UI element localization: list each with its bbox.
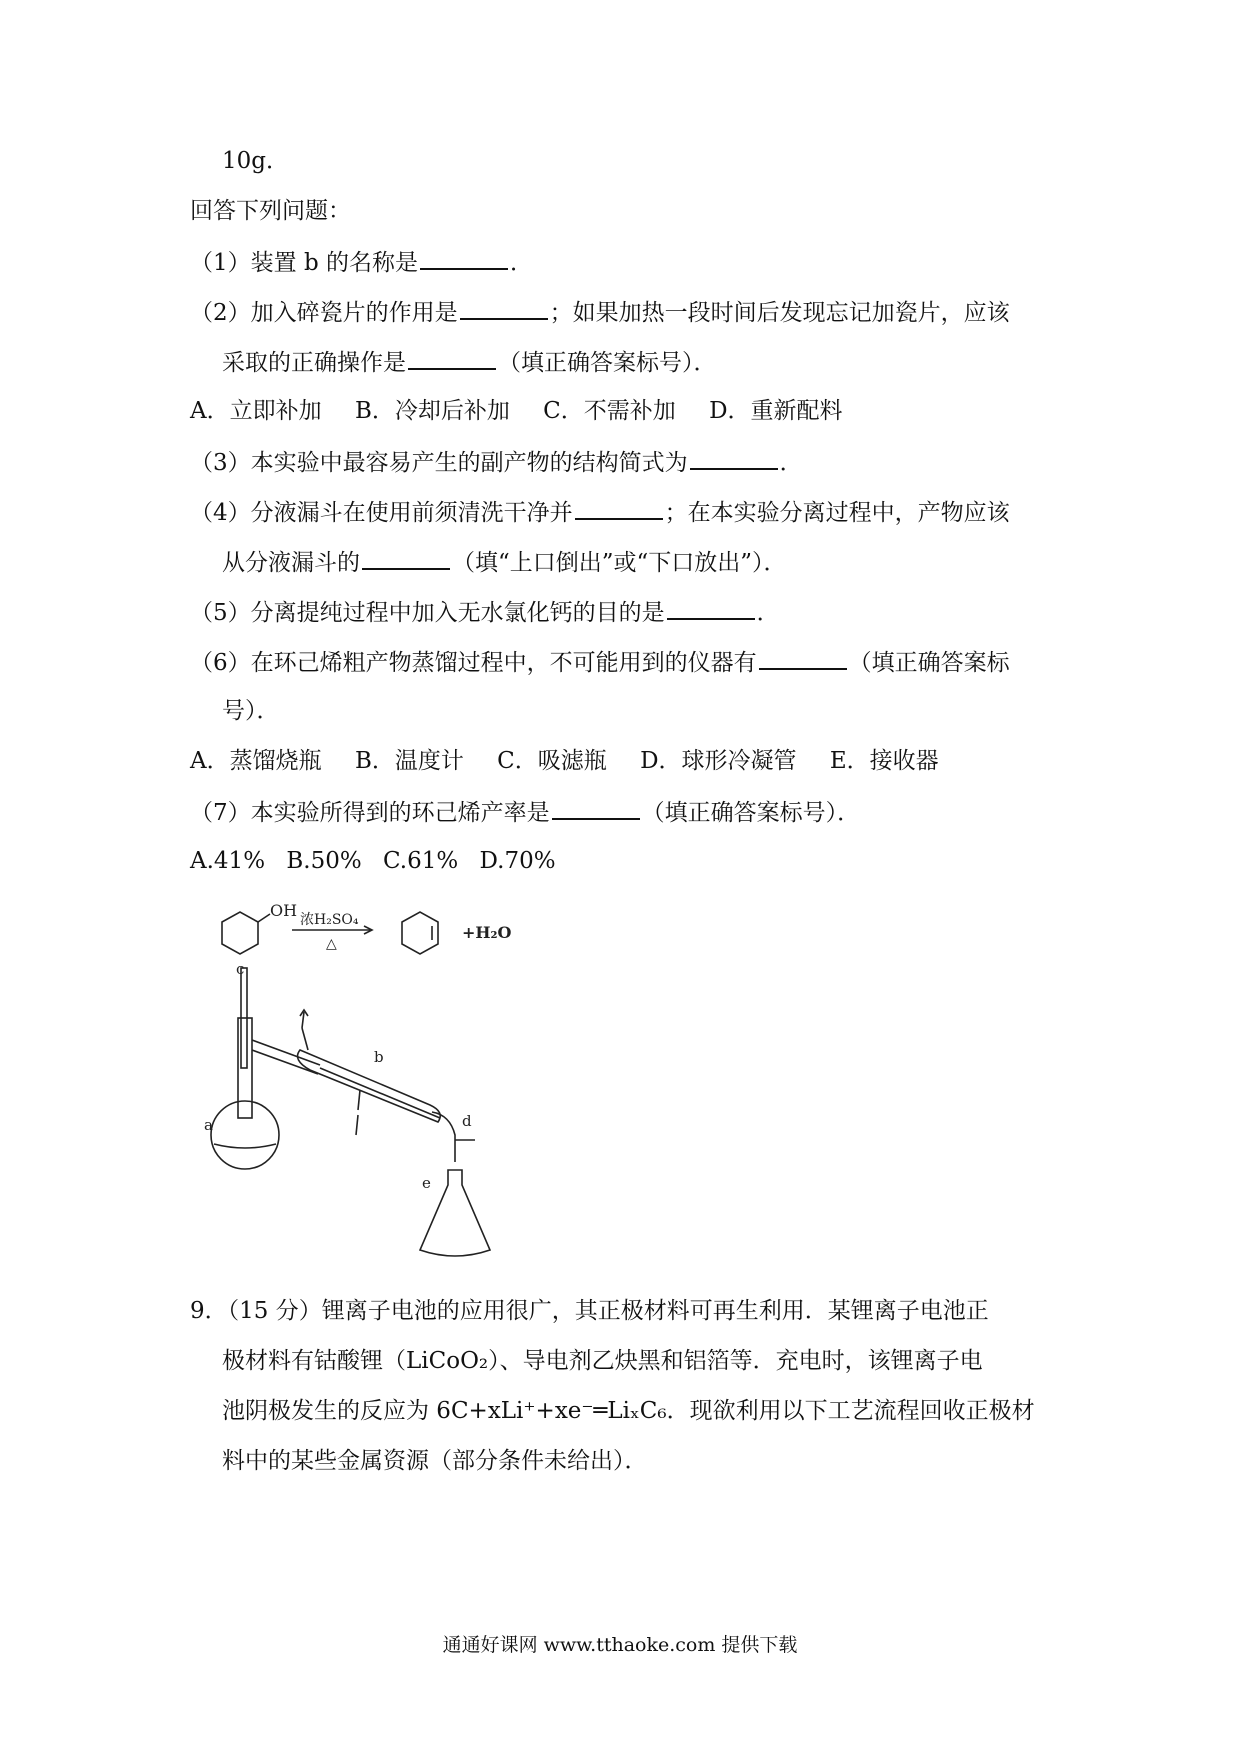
footer-text: 通通好课网 www.tthaoke.com 提供下载 — [442, 1634, 798, 1656]
question-2-cont — [222, 346, 717, 378]
question-1 — [190, 246, 533, 278]
label-d: d — [462, 1112, 472, 1130]
answer-blank[interactable] — [460, 296, 548, 320]
question-text: （2）加入碎瓷片的作用是 — [190, 300, 458, 326]
question-9-cont: 极材料有钴酸锂（LiCoO₂）、导电剂乙炔黑和铝箔等．充电时，该锂离子电 — [222, 1348, 983, 1374]
question-text: （填正确答案标号）． — [498, 350, 717, 376]
cyclohexanol-ring — [222, 912, 258, 954]
option[interactable]: C．吸滤瓶 — [497, 748, 607, 774]
question-text: ． — [756, 600, 780, 626]
option[interactable]: B．温度计 — [354, 748, 464, 774]
option[interactable]: C．不需补加 — [543, 398, 676, 424]
question-9-cont: 池阴极发生的反应为 6C+xLi⁺+xe⁻═LiₓC₆．现欲利用以下工艺流程回收正极材 — [222, 1398, 1035, 1424]
question-text: （填正确答案标号）． — [641, 800, 861, 826]
question-text: （4）分液漏斗在使用前须清洗干净并 — [190, 500, 573, 526]
label-a: a — [204, 1116, 213, 1134]
option[interactable]: B.50% — [286, 848, 362, 874]
option[interactable]: D．重新配料 — [709, 398, 843, 424]
question-text: （填正确答案标 — [848, 650, 1010, 676]
question-5 — [190, 596, 780, 628]
question-text: 采取的正确操作是 — [222, 350, 406, 376]
answer-blank[interactable] — [690, 446, 778, 470]
question-3 — [190, 446, 803, 478]
text-line: 回答下列问题： — [190, 198, 351, 224]
apparatus-diagram — [200, 900, 540, 1260]
question-text: ． — [509, 250, 533, 276]
question-text: （5）分离提纯过程中加入无水氯化钙的目的是 — [190, 600, 665, 626]
question-text: ；在本实验分离过程中，产物应该 — [664, 500, 1010, 526]
text-line: 10g． — [222, 148, 289, 174]
option[interactable]: A．蒸馏烧瓶 — [190, 748, 322, 774]
question-6-cont: 号）． — [222, 698, 280, 724]
question-text: （7）本实验所得到的环己烯产率是 — [190, 800, 550, 826]
options-q7 — [190, 846, 570, 876]
question-2 — [190, 296, 1010, 328]
question-text: （填“上口倒出”或“下口放出”）． — [452, 550, 787, 576]
answer-blank[interactable] — [575, 496, 663, 520]
options-q2 — [190, 396, 869, 426]
question-text: ；如果加热一段时间后发现忘记加瓷片，应该 — [549, 300, 1010, 326]
option[interactable]: E．接收器 — [829, 748, 939, 774]
diagram-water-label: +H₂O — [462, 923, 512, 942]
options-q6 — [190, 746, 965, 776]
question-9: 9．（15 分）锂离子电池的应用很广，其正极材料可再生利用．某锂离子电池正 — [190, 1298, 989, 1324]
diagram-heat-label: △ — [326, 936, 337, 952]
question-text: 从分液漏斗的 — [222, 550, 360, 576]
option[interactable]: A.41% — [190, 848, 266, 874]
answer-blank[interactable] — [420, 246, 508, 270]
option[interactable]: A．立即补加 — [190, 398, 322, 424]
label-b: b — [374, 1048, 384, 1066]
question-7 — [190, 796, 860, 828]
flask-a — [211, 1101, 279, 1169]
question-9-cont: 料中的某些金属资源（部分条件未给出）． — [222, 1448, 648, 1474]
question-4-cont — [222, 546, 787, 578]
question-text: （1）装置 b 的名称是 — [190, 250, 418, 276]
question-6 — [190, 646, 1010, 678]
diagram-oh-label: OH — [270, 901, 298, 920]
diagram-reagent-label: 浓H₂SO₄ — [300, 912, 359, 928]
option[interactable]: D.70% — [479, 848, 556, 874]
answer-blank[interactable] — [667, 596, 755, 620]
answer-blank[interactable] — [362, 546, 450, 570]
question-text: （3）本实验中最容易产生的副产物的结构简式为 — [190, 450, 688, 476]
answer-blank[interactable] — [408, 346, 496, 370]
label-e: e — [422, 1174, 431, 1192]
option[interactable]: B．冷却后补加 — [354, 398, 510, 424]
question-text: ． — [779, 450, 803, 476]
option[interactable]: C.61% — [383, 848, 459, 874]
option[interactable]: D．球形冷凝管 — [640, 748, 797, 774]
adapter-d — [432, 1112, 455, 1162]
question-text: （6）在环己烯粗产物蒸馏过程中，不可能用到的仪器有 — [190, 650, 757, 676]
answer-blank[interactable] — [552, 796, 640, 820]
answer-blank[interactable] — [759, 646, 847, 670]
question-4 — [190, 496, 1010, 528]
condenser-b — [298, 1012, 441, 1122]
label-c: c — [236, 960, 245, 978]
